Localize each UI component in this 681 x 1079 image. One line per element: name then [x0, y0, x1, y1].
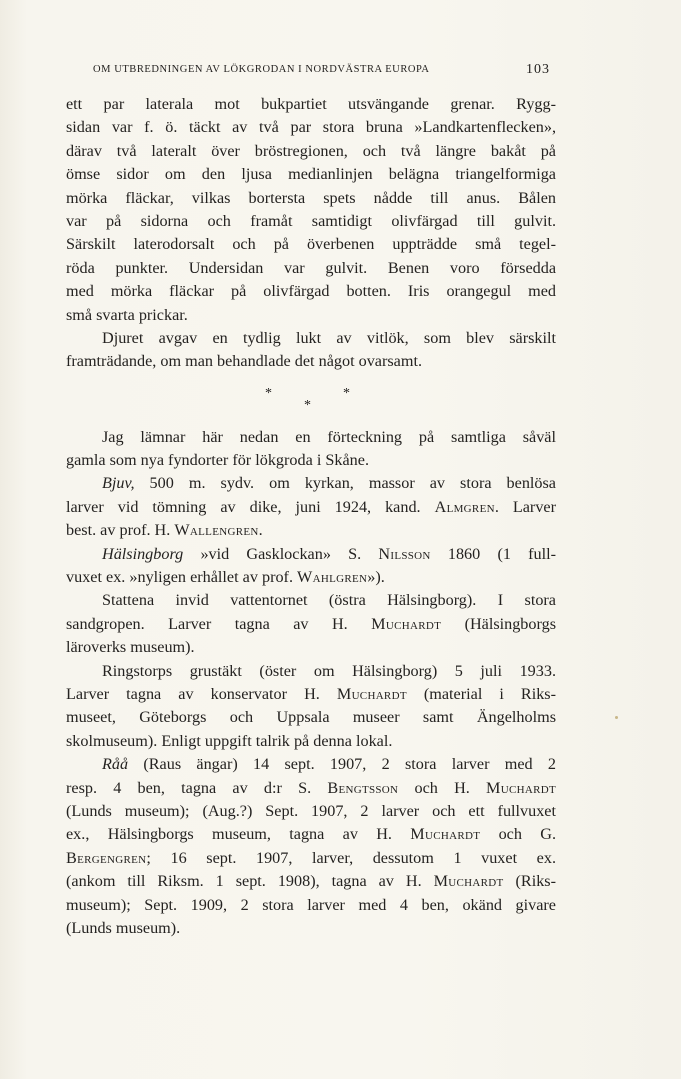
- text-line: [66, 683, 556, 706]
- asterisk: *: [343, 385, 350, 401]
- text-line: ömse sidor om den ljusa medianlinjen belägna triangelformiga: [66, 165, 556, 184]
- entry-bjuv: [66, 472, 556, 542]
- person-name: Muchardt: [371, 614, 442, 633]
- asterisk: *: [265, 385, 272, 401]
- text-line: ett par laterala mot bukpartiet utsvängande grenar. Rygg-: [66, 95, 556, 113]
- person-name: Nilsson: [378, 544, 431, 563]
- text-line: framträdande, om man behandlade det något ovarsamt.: [66, 352, 422, 371]
- text-span: resp. 4 ben, tagna av d:r S.: [66, 778, 328, 797]
- text-span: 1860 (1 full-: [430, 544, 556, 563]
- text-line: [66, 613, 556, 636]
- text-line: (Lunds museum).: [66, 918, 181, 937]
- text-line: sidan var f. ö. täckt av två par stora bruna »Landkartenflecken»,: [66, 118, 556, 137]
- text-line: läroverks museum).: [66, 638, 195, 657]
- text-span: best. av prof. H.: [66, 521, 175, 540]
- text-line: (Lunds museum); (Aug.?) Sept. 1907, 2 larver och ett fullvuxet: [66, 801, 556, 820]
- place-name: Hälsingborg: [102, 544, 184, 563]
- text-line: [66, 823, 556, 846]
- text-line: [66, 847, 556, 870]
- text-line: [66, 566, 556, 589]
- text-line: Stattena invid vattentornet (östra Hälsingborg). I stora: [102, 591, 556, 610]
- text-span: och G.: [480, 825, 556, 844]
- text-line: [66, 472, 556, 495]
- text-line: [66, 753, 556, 776]
- text-line: Ringstorps grustäkt (öster om Hälsingborg) 5 juli 1933.: [102, 661, 556, 680]
- person-name: Bergengren: [66, 848, 147, 867]
- paper-speck: [615, 716, 618, 719]
- text-line: röda punkter. Undersidan var gulvit. Benen voro försedda: [66, 258, 556, 277]
- place-name: Bjuv,: [102, 474, 135, 493]
- text-span: (material i Riks-: [406, 684, 556, 703]
- text-span: larver vid tömning av dike, juni 1924, kand.: [66, 497, 435, 516]
- text-line: små svarta prickar.: [66, 305, 188, 324]
- text-span: . Larver: [494, 497, 556, 516]
- asterism-separator: [66, 374, 556, 426]
- person-name: Bengtsson: [327, 778, 399, 797]
- text-span: 500 m. sydv. om kyrkan, massor av stora benlösa: [134, 474, 556, 493]
- paragraph-description: [66, 93, 556, 327]
- text-line: [66, 543, 556, 566]
- text-line: med mörka fläckar på olivfärgad botten. Iris orangegul med: [66, 282, 556, 301]
- entry-ringstorp: [66, 660, 556, 754]
- text-span: »vid Gasklockan» S.: [183, 544, 379, 563]
- person-name: Wallengren: [174, 521, 259, 540]
- person-name: Muchardt: [433, 872, 504, 891]
- person-name: Wahlgren: [297, 568, 368, 587]
- text-span: ; 16 sept. 1907, larver, dessutom 1 vuxet ex.: [146, 848, 556, 867]
- entry-halsingborg: [66, 543, 556, 590]
- person-name: Muchardt: [336, 684, 407, 703]
- paragraph-odor: [66, 327, 556, 374]
- text-line: därav två lateralt över bröstregionen, och två längre bakåt på: [66, 141, 556, 160]
- text-line: museet, Göteborgs och Uppsala museer samt Ängelholms: [66, 708, 556, 727]
- paragraph-intro-list: [66, 426, 556, 473]
- text-span: sandgropen. Larver tagna av H.: [66, 614, 372, 633]
- asterisk: *: [304, 397, 311, 413]
- text-span: (ankom till Riksm. 1 sept. 1908), tagna av H.: [66, 872, 434, 891]
- text-line: mörka fläckar, vilkas bortersta spets nådde till anus. Bålen: [66, 188, 556, 207]
- text-line: gamla som nya fyndorter för lökgroda i Skåne.: [66, 451, 369, 470]
- text-span: (Hälsingborgs: [441, 614, 556, 633]
- text-line: Jag lämnar här nedan en förteckning på samtliga såväl: [102, 427, 556, 446]
- text-span: »).: [367, 568, 385, 587]
- text-span: vuxet ex. »nyligen erhållet av prof.: [66, 568, 298, 587]
- text-line: Särskilt laterodorsalt och på överbenen uppträdde små tegel-: [66, 235, 556, 254]
- text-line: skolmuseum). Enligt uppgift talrik på denna lokal.: [66, 731, 393, 750]
- entry-stattena: [66, 589, 556, 659]
- text-line: [66, 870, 556, 893]
- text-line: [66, 496, 556, 519]
- person-name: Muchardt: [410, 825, 481, 844]
- text-span: och H.: [398, 778, 487, 797]
- text-span: (Raus ängar) 14 sept. 1907, 2 stora larver med 2: [128, 755, 556, 774]
- text-line: var på sidorna och framåt samtidigt olivfärgad till gulvit.: [66, 211, 556, 230]
- page-number: 103: [526, 62, 550, 77]
- text-span: .: [258, 521, 263, 540]
- text-line: museum); Sept. 1909, 2 stora larver med 4 ben, okänd givare: [66, 895, 556, 914]
- running-header: OM UTBREDNINGEN AV LÖKGRODAN I NORDVÄSTRA EUROPA: [93, 64, 430, 75]
- text-span: ex., Hälsingborgs museum, tagna av H.: [66, 825, 411, 844]
- text-line: [66, 519, 556, 542]
- text-line: Djuret avgav en tydlig lukt av vitlök, som blev särskilt: [102, 328, 556, 347]
- person-name: Muchardt: [486, 778, 556, 797]
- entry-raa: [66, 753, 556, 940]
- text-line: [66, 777, 556, 800]
- text-span: Larver tagna av konservator H.: [66, 684, 337, 703]
- place-name: Råå: [102, 755, 129, 774]
- person-name: Almgren: [434, 497, 495, 516]
- text-span: (Riks-: [503, 872, 556, 891]
- body-text: [66, 93, 556, 940]
